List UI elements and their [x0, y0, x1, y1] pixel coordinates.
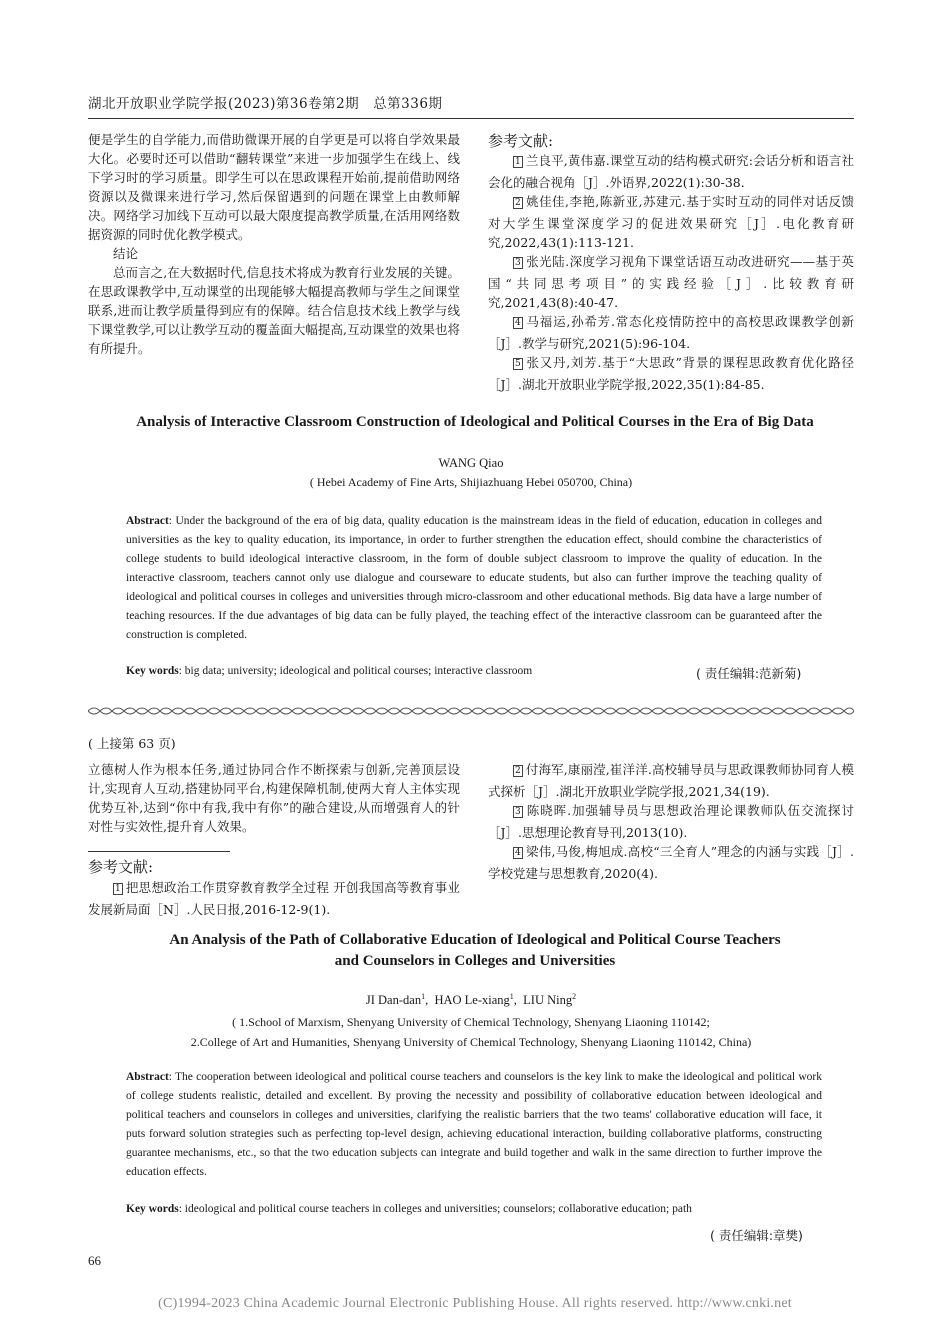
body-paragraph: 便是学生的自学能力,而借助微课开展的自学更是可以将自学效果最大化。必要时还可以借助“翻转课堂”来进一步加强学生在线上、线下学习时的学习质量。即学生可以在思政课程开始前,提前借助网络资源以及微课来进行学习,然后保留遇到的问题在课堂上由教师解决。网络学习加线下互动可以最大限度提高教学质量,在活用网络数据资源的同时优化教学模式。 — [88, 132, 460, 242]
reference-item: 3 张光陆.深度学习视角下课堂话语互动改进研究——基于英国“共同思考项目”的实践经验［J］.比较教育研究,2021,43(8):40-47. — [488, 254, 854, 310]
abstract-label: Abstract — [126, 1071, 169, 1083]
english-title-line: An Analysis of the Path of Collaborative Education of Ideological and Political Course Teachers — [169, 932, 781, 948]
english-abstract: Abstract: The cooperation between ideological and political course teachers and counselors is the key link to make the ideological and political work of college students realistic, detailed and excellent. By proving the necessity and possibility of collaborative education between ideological and political teachers and counselors in colleges and universities, clarifying the realistic barriers that the two teams' collaborative education will face, it puts forward solution strategies such as perfecting top-level design, achieving educational interaction, building collaborative platforms, constructing guarantee mechanisms, etc., so that the two education subjects can integrate and build together and walk in the same direction to further improve the education effects. — [126, 1071, 822, 1178]
page-number: 66 — [88, 1253, 101, 1268]
english-abstract: Abstract: Under the background of the era of big data, quality education is the mainstream ideas in the field of education, education in colleges and universities as the key to quality education, its importance, in order to further strengthen the education effect, should combine the characteristics of college students to build ideological interactive classroom, in the form of double subject classroom to improve the quality of education. In the interactive classroom, teachers cannot only use dialogue and courseware to educate students, but also can further improve the teaching quality of ideological and political courses in colleges and universities through micro-classroom and other educational methods. Big data have a large number of teaching resources. If the due advantages of big data can be fully played, the teaching effect of the interactive classroom can be guaranteed after the construction is completed. — [126, 515, 822, 641]
reference-item: 2 姚佳佳,李艳,陈新亚,苏建元.基于实时互动的同伴对话反馈对大学生课堂深度学习的促进效果研究［J］.电化教育研究,2022,43(1):113-121. — [488, 194, 854, 250]
journal-header: 湖北开放职业学院学报(2023)第36卷第2期 总第336期 — [88, 96, 443, 112]
english-affiliation: ( 1.School of Marxism, Shenyang University of Chemical Technology, Shenyang Liaoning 110142; 2.College of Art and Humanities, Shenyang University of Chemical Technology, Shenyang Liaoning 110142, China) — [190, 1015, 752, 1049]
keywords-label: Key words — [126, 665, 179, 677]
editor-note: ( 责任编辑:范新菊) — [696, 666, 802, 681]
reference-item: 1 兰良平,黄伟嘉.课堂互动的结构模式研究:会话分析和语言社会化的融合视角［J］.外语界,2022(1):30-38. — [488, 153, 854, 190]
abstract-label: Abstract — [126, 515, 169, 527]
references-title: 参考文献: — [488, 132, 554, 150]
reference-item: 4 马福运,孙希芳.常态化疫情防控中的高校思政课教学创新［J］.教学与研究,2021(5):96-104. — [488, 314, 854, 351]
english-affiliation: ( Hebei Academy of Fine Arts, Shijiazhuang Hebei 050700, China) — [309, 475, 633, 489]
copyright-footer: (C)1994-2023 China Academic Journal Electronic Publishing House. All rights reserved. http://www.cnki.net — [158, 1296, 792, 1311]
article2-references-left — [88, 878, 460, 919]
keywords: Key words: big data; university; ideological and political courses; interactive classroom — [126, 665, 533, 677]
keywords-label: Key words — [126, 1203, 179, 1215]
keywords-text: big data; university; ideological and political courses; interactive classroom — [184, 665, 533, 677]
reference-item: 2 付海军,康丽滢,崔洋洋.高校辅导员与思政课教师协同育人模式探析［J］.湖北开放职业学院学报,2021,34(19). — [488, 762, 854, 799]
english-authors: JI Dan-dan$^1$, HAO Le-xiang$^1$, LIU Ning$^2$ — [365, 992, 577, 1008]
wavy-divider — [88, 704, 854, 718]
keywords: Key words: ideological and political course teachers in colleges and universities; counselors; collaborative education; path — [126, 1203, 692, 1215]
body-paragraph: 立德树人作为根本任务,通过协同合作不断探索与创新,完善顶层设计,实现育人互动,搭建协同平台,构建保障机制,使两大育人主体实现优势互补,达到“你中有我,我中有你”的融合建设,从而增强育人的针对性与实效性,提升育人效果。 — [88, 762, 460, 834]
references-title: 参考文献: — [88, 858, 154, 876]
section-rule — [88, 851, 230, 852]
reference-item: 1 把思想政治工作贯穿教育教学全过程 开创我国高等教育事业发展新局面［N］.人民日报,2016-12-9(1). — [88, 880, 460, 917]
article2-body — [88, 760, 460, 836]
header-rule — [88, 118, 854, 119]
english-author: WANG Qiao — [438, 456, 504, 470]
section-heading: 结论 — [113, 246, 139, 261]
reference-item: 4 梁伟,马俊,梅旭成.高校“三全育人”理念的内涵与实践［J］.学校党建与思想教育,2020(4). — [488, 844, 854, 881]
body-paragraph: 总而言之,在大数据时代,信息技术将成为教育行业发展的关键。在思政课教学中,互动课堂的出现能够大幅提高教师与学生之间课堂联系,进而让教学质量得到应有的保障。结合信息技术线上教学与线下课堂教学,可以让教学互动的覆盖面大幅提高,互动课堂的效果也将有所提升。 — [88, 265, 460, 356]
reference-item: 3 陈晓晖.加强辅导员与思想政治理论课教师队伍交流探讨［J］.思想理论教育导刊,2013(10). — [488, 803, 854, 840]
reference-item: 5 张又丹,刘芳.基于“大思政”背景的课程思政教育优化路径［J］.湖北开放职业学院学报,2022,35(1):84-85. — [488, 355, 854, 392]
continued-note: ( 上接第 63 页) — [88, 736, 176, 751]
article1-body — [88, 130, 460, 358]
article2-references-right — [488, 760, 854, 883]
editor-note: ( 责任编辑:章樊) — [710, 1228, 803, 1243]
abstract-text: Under the background of the era of big data, quality education is the mainstream ideas in the field of education, education in colleges and universities as the key to quality education, its importance, in order to further strengthen the education effect, should combine the characteristics of college students to build ideological interactive classroom, in the form of double subject classroom to improve the quality of education. In the interactive classroom, teachers cannot only use dialogue and courseware to educate students, but also can further improve the teaching quality of ideological and political courses in colleges and universities through micro-classroom and other educational methods. Big data have a large number of teaching resources. If the due advantages of big data can be fully played, the teaching effect of the interactive classroom can be guaranteed after the construction is completed. — [126, 515, 822, 641]
english-title: Analysis of Interactive Classroom Construction of Ideological and Political Courses in the Era of Big Data — [136, 414, 814, 430]
keywords-text: ideological and political course teachers in colleges and universities; counselors; collaborative education; path — [184, 1203, 692, 1215]
english-title — [60, 930, 890, 972]
english-title-line: and Counselors in Colleges and Universities — [334, 953, 616, 969]
article1-references — [488, 130, 854, 394]
abstract-text: The cooperation between ideological and political course teachers and counselors is the key link to make the ideological and political work of college students realistic, detailed and excellent. By proving the necessity and possibility of collaborative education between ideological and political teachers and counselors in colleges and universities, clarifying the realistic barriers that the two teams' collaborative education will face, it puts forward solution strategies such as perfecting top-level design, achieving educational interaction, building collaborative platforms, constructing guarantee mechanisms, etc., so that the two education subjects can integrate and build together and walk in the same direction to further improve the education effects. — [126, 1071, 822, 1178]
